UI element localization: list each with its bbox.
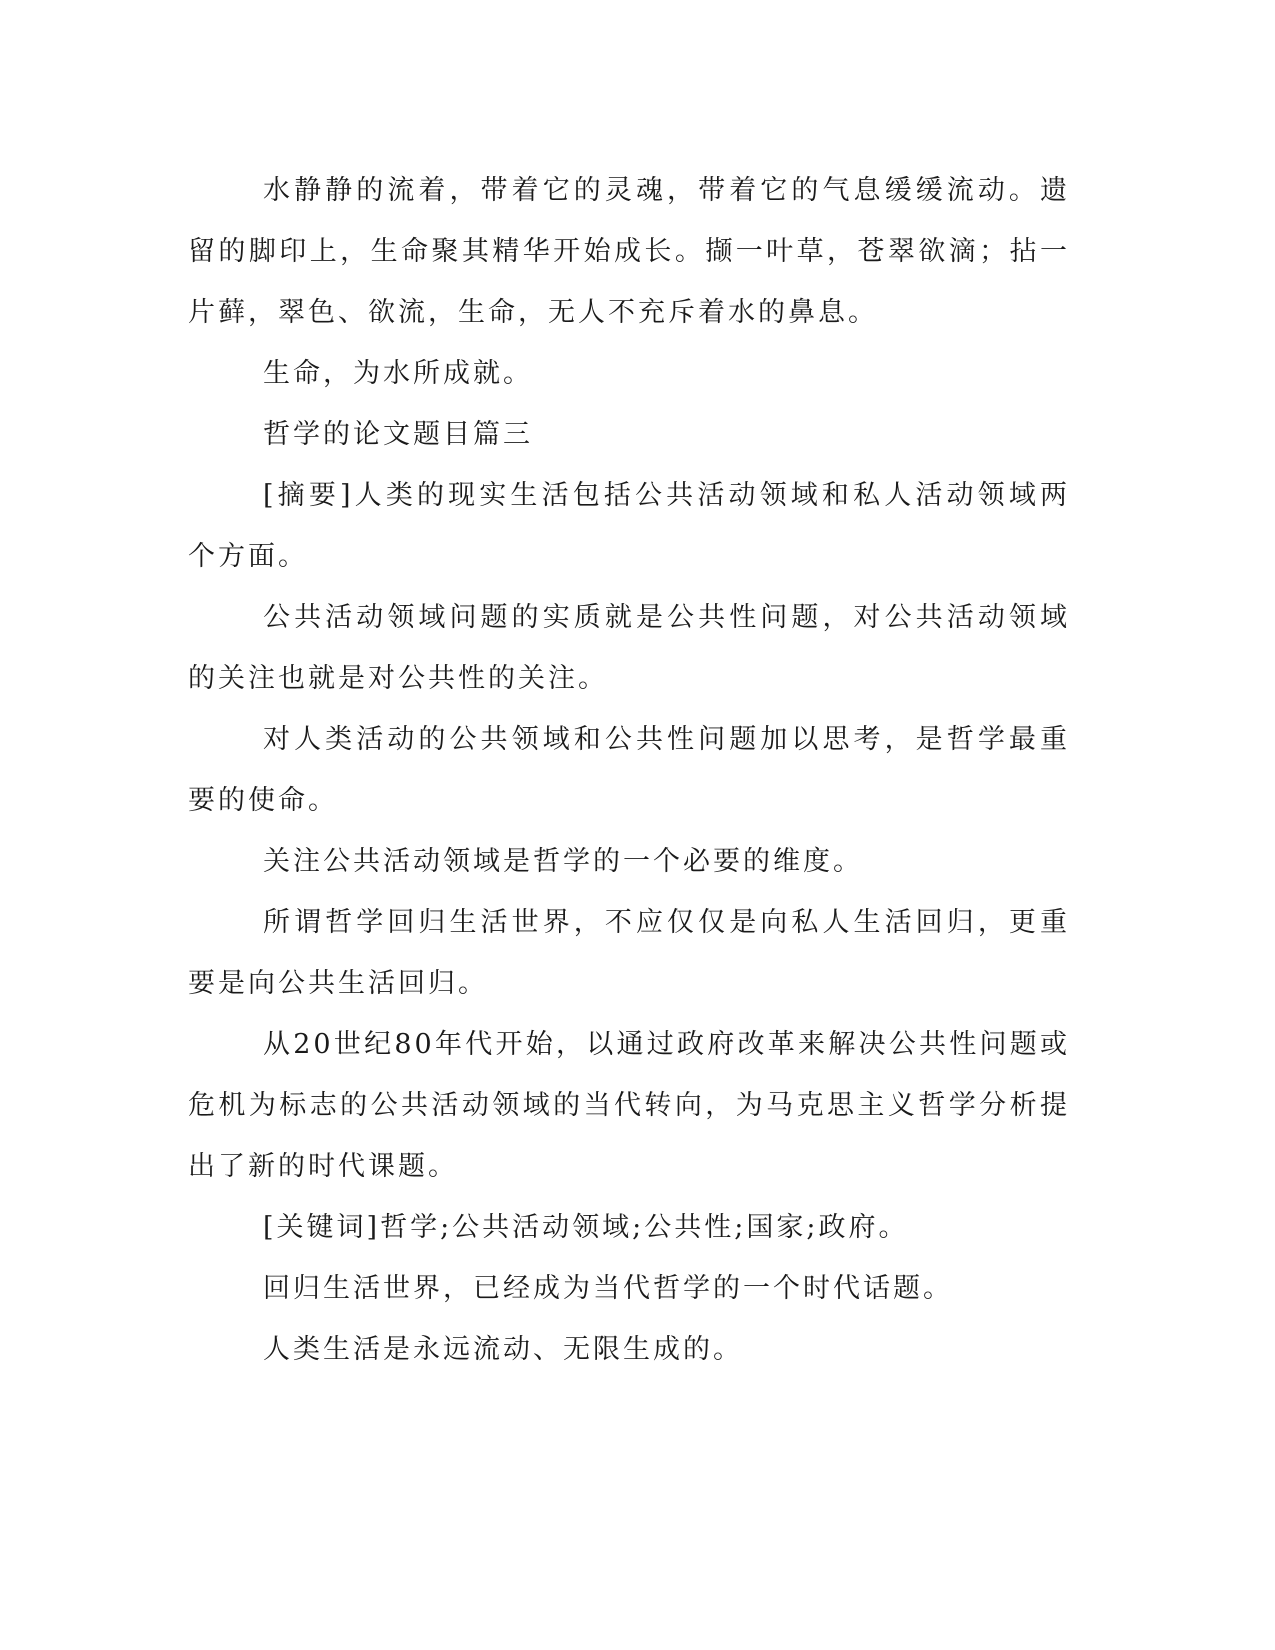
document-body [188,160,1070,1380]
paragraph-water-life: 水静静的流着，带着它的灵魂，带着它的气息缓缓流动。遗留的脚印上，生命聚其精华开始成长。撷一叶草，苍翠欲滴；拈一片藓，翠色、欲流，生命，无人不充斥着水的鼻息。 [188,175,1070,328]
paragraph-era-topic: 回归生活世界，已经成为当代哲学的一个时代话题。 [263,1273,953,1304]
paragraph-public-essence: 公共活动领域问题的实质就是公共性问题，对公共活动领域的关注也就是对公共性的关注。 [188,602,1070,694]
paragraph-necessary-dimension: 关注公共活动领域是哲学的一个必要的维度。 [263,846,863,877]
section-heading: 哲学的论文题目篇三 [263,419,533,450]
paragraph-life-by-water: 生命，为水所成就。 [263,358,533,389]
paragraph-since-1980s: 从20世纪80年代开始，以通过政府改革来解决公共性问题或危机为标志的公共活动领域的当代转向，为马克思主义哲学分析提出了新的时代课题。 [188,1029,1070,1182]
paragraph-return-life-world: 所谓哲学回归生活世界，不应仅仅是向私人生活回归，更重要是向公共生活回归。 [188,907,1070,999]
paragraph-abstract: [摘要]人类的现实生活包括公共活动领域和私人活动领域两个方面。 [188,480,1070,572]
paragraph-philosophy-mission: 对人类活动的公共领域和公共性问题加以思考，是哲学最重要的使命。 [188,724,1070,816]
paragraph-keywords: [关键词]哲学;公共活动领域;公共性;国家;政府。 [263,1212,909,1243]
paragraph-human-life: 人类生活是永远流动、无限生成的。 [263,1334,743,1365]
